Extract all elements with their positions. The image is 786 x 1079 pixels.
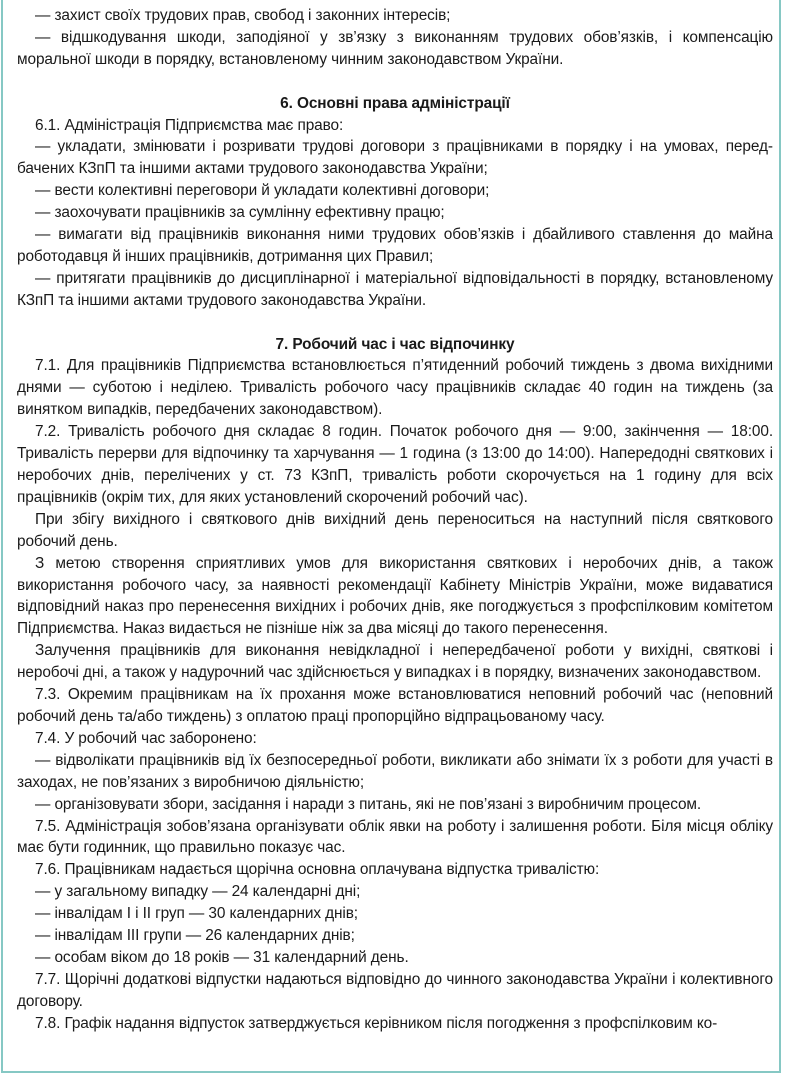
paragraph: 7.7. Щорічні додаткові відпустки надаються відповідно до чинного законодавства України і колективного договору. <box>17 970 773 1010</box>
paragraph: 7.5. Адміністрація зобов’язана організувати облік явки на роботу і залишення роботи. Біля місця обліку має бути годинник, що правильно показує час. <box>17 817 773 857</box>
section-6-heading: 6. Основні права адміністрації <box>280 94 510 112</box>
paragraph: 7.6. Працівникам надається щорічна основна оплачувана відпустка тривалістю: <box>35 861 600 879</box>
paragraph: — особам віком до 18 років — 31 календарний день. <box>35 948 409 966</box>
paragraph: 7.2. Тривалість робочого дня складає 8 годин. Початок робочого дня — 9:00, закінчення — 18:00. Тривалість перерви для відпочинку та харчування — 1 година (з 13:00 до 14:00). Напередодні святкових і неробочих днів, перелічених у ст. 73 КЗпП, тривалість роботи скорочується на 1 годину для всіх працівників (окрім тих, для яких установлений скорочений робочий час). <box>17 423 773 506</box>
intro-item: — відшкодування шкоди, заподіяної у зв’язку з виконанням трудових обов’язків, і компенсацію моральної шкоди в порядку, встановленому чинним законодавством України. <box>17 28 773 68</box>
paragraph: — відволікати працівників від їх безпосередньої роботи, викликати або знімати їх з роботи для участі в заходах, не пов’язаних з виробничою діяльністю; <box>17 751 773 791</box>
paragraph: — заохочувати працівників за сумлінну ефективну працю; <box>35 204 445 222</box>
section-gap <box>17 312 773 334</box>
paragraph: — інвалідам ІІІ групи — 26 календарних днів; <box>35 927 355 945</box>
paragraph: — організовувати збори, засідання і наради з питань, які не пов’язані з виробничим процесом. <box>35 795 702 813</box>
paragraph: — притягати працівників до дисциплінарної і матеріальної відповідальності в порядку, встановленому КЗпП та іншими актами трудового законодавства України. <box>17 269 773 309</box>
paragraph: 6.1. Адміністрація Підприємства має право: <box>35 116 344 134</box>
paragraph: — вести колективні переговори й укладати колективні договори; <box>35 182 490 200</box>
section-gap <box>17 71 773 93</box>
paragraph: Залучення працівників для виконання невідкладної і непередбаченої роботи у вихідні, святкові і неробочі дні, а також у надурочний час здійснюється у випадках і в порядку, визначених законодавством. <box>17 642 773 682</box>
page-frame <box>1 0 781 1073</box>
paragraph: 7.1. Для працівників Підприємства встановлюється п’ятиденний робочий тиждень з двома вихідними днями — суботою і неділею. Тривалість робочого часу працівників складає 40 годин на тиждень (за винятком випадків, передбачених законодавством). <box>17 357 773 419</box>
paragraph: — вимагати від працівників виконання ними трудових обов’язків і дбайливого ставлення до майна роботодавця й інших працівників, дотримання цих Правил; <box>17 226 773 265</box>
paragraph: — укладати, змінювати і розривати трудові договори з працівниками в порядку і на умовах, передбачених КЗпП та іншими актами трудового законодавства України; <box>17 138 773 178</box>
paragraph: При збігу вихідного і святкового днів вихідний день переноситься на наступний після святкового робочий день. <box>17 510 773 550</box>
paragraph: З метою створення сприятливих умов для використання святкових і неробочих днів, а також використання робочого часу, за наявності рекомендації Кабінету Міністрів України, може видаватися відповідний наказ про перенесення вихідних і робочих днів, яке погоджується з профспілковим комітетом Підприємства. Наказ видається не пізніше ніж за два місяці до такого перенесення. <box>17 554 773 638</box>
intro-item: — захист своїх трудових прав, свобод і законних інтересів; <box>35 7 451 24</box>
paragraph: — у загальному випадку — 24 календарні дні; <box>35 883 361 901</box>
paragraph: 7.8. Графік надання відпусток затверджується керівником після погодження з профспілковим ко- <box>35 1014 718 1032</box>
paragraph: — інвалідам І і ІІ груп — 30 календарних днів; <box>35 905 358 923</box>
paragraph: 7.4. У робочий час заборонено: <box>35 729 257 747</box>
paragraph: 7.3. Окремим працівникам на їх прохання може встановлюватися неповний робочий час (неповний робочий день та/або тиждень) з оплатою праці пропорційно відпрацьованому часу. <box>17 686 773 725</box>
section-7-heading: 7. Робочий час і час відпочинку <box>275 335 515 353</box>
document-body <box>17 5 773 1035</box>
